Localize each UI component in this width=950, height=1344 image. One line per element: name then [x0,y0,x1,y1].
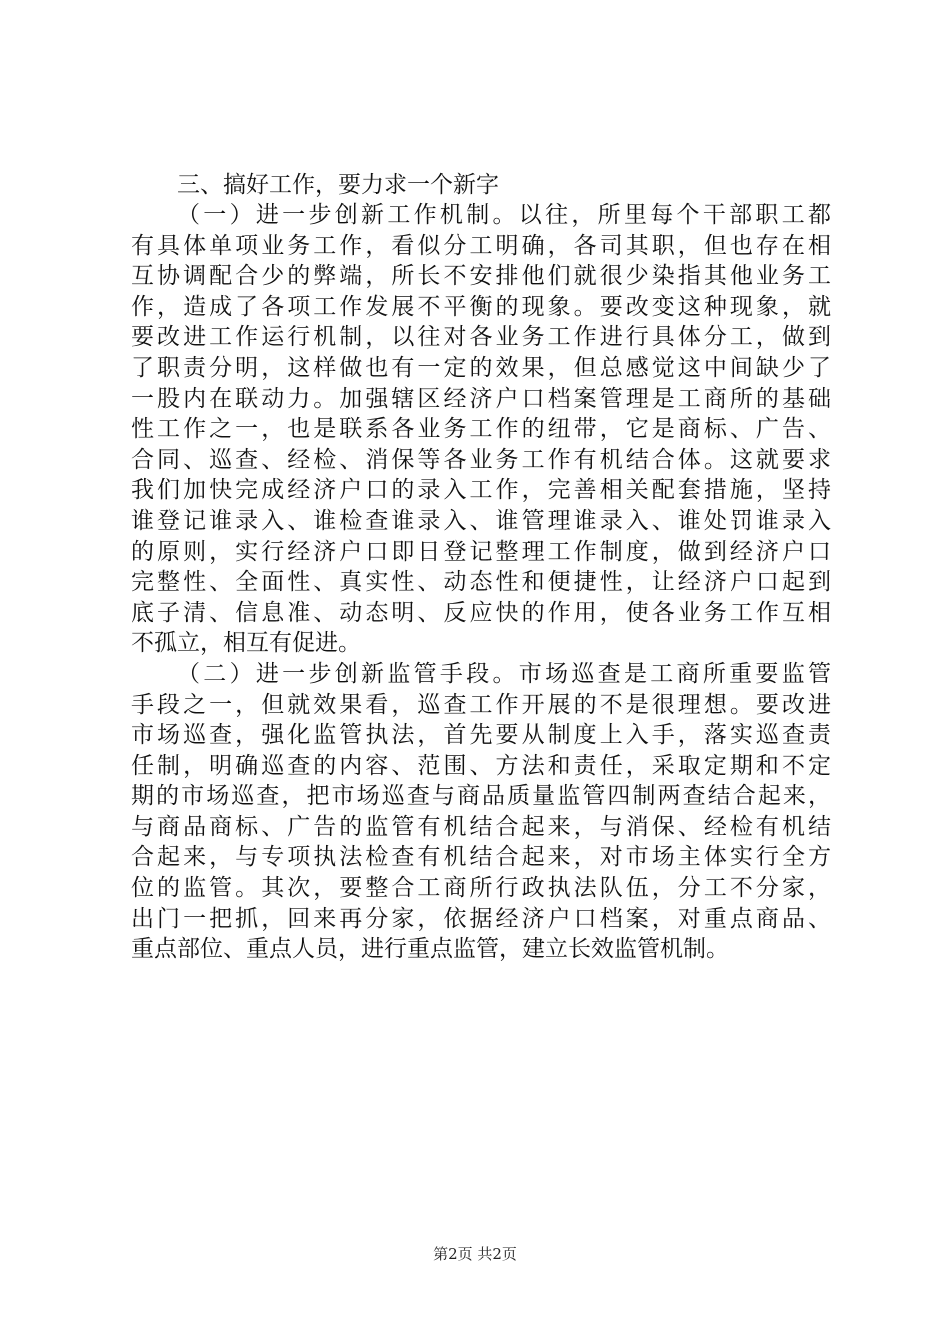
paragraph-line: 与商品商标、广告的监管有机结合起来，与消保、经检有机结 [131,813,831,840]
paragraph-line: 完整性、全面性、真实性、动态性和便捷性，让经济户口起到 [131,569,831,596]
paragraph-line: 市场巡查，强化监管执法，首先要从制度上入手，落实巡查责 [131,722,831,749]
paragraph-line: 出门一把抓，回来再分家，依据经济户口档案，对重点商品、 [131,905,831,932]
paragraph-line: 期的市场巡查，把市场巡查与商品质量监管四制两查结合起来， [131,783,831,810]
paragraph-line: 位的监管。其次，要整合工商所行政执法队伍，分工不分家， [131,875,831,902]
paragraph-line: 合起来，与专项执法检查有机结合起来，对市场主体实行全方 [131,844,831,871]
document-body [131,170,831,965]
paragraph-line: 性工作之一，也是联系各业务工作的纽带，它是商标、广告、 [131,416,831,443]
page-footer: 第2页 共2页 [433,1245,517,1263]
paragraph-line: 要改进工作运行机制，以往对各业务工作进行具体分工，做到 [131,324,831,351]
paragraph-2 [131,659,831,965]
paragraph-line: 重点部位、重点人员，进行重点监管，建立长效监管机制。 [131,936,729,963]
paragraph-line: 了职责分明，这样做也有一定的效果，但总感觉这中间缺少了 [131,354,831,381]
paragraph-line: 一股内在联动力。加强辖区经济户口档案管理是工商所的基础 [131,385,831,412]
paragraph-line: （二）进一步创新监管手段。市场巡查是工商所重要监管 [177,660,831,687]
paragraph-line: 底子清、信息准、动态明、反应快的作用，使各业务工作互相 [131,599,831,626]
paragraph-line: 合同、巡查、经检、消保等各业务工作有机结合体。这就要求 [131,446,831,473]
paragraph-line: 互协调配合少的弊端，所长不安排他们就很少染指其他业务工 [131,263,831,290]
paragraph-line: 手段之一，但就效果看，巡查工作开展的不是很理想。要改进 [131,691,831,718]
paragraph-line: 作，造成了各项工作发展不平衡的现象。要改变这种现象，就 [131,293,831,320]
paragraph-line: 我们加快完成经济户口的录入工作，完善相关配套措施，坚持 [131,477,831,504]
paragraph-1 [131,200,831,659]
section-heading: 三、搞好工作，要力求一个新字 [177,172,499,198]
paragraph-line: 任制，明确巡查的内容、范围、方法和责任，采取定期和不定 [131,752,831,779]
paragraph-line: 谁登记谁录入、谁检查谁录入、谁管理谁录入、谁处罚谁录入 [131,507,831,534]
paragraph-line: （一）进一步创新工作机制。以往，所里每个干部职工都 [177,202,831,228]
paragraph-line: 的原则，实行经济户口即日登记整理工作制度，做到经济户口 [131,538,831,565]
paragraph-line: 不孤立，相互有促进。 [131,630,361,657]
paragraph-line: 有具体单项业务工作，看似分工明确，各司其职，但也存在相 [131,232,831,259]
